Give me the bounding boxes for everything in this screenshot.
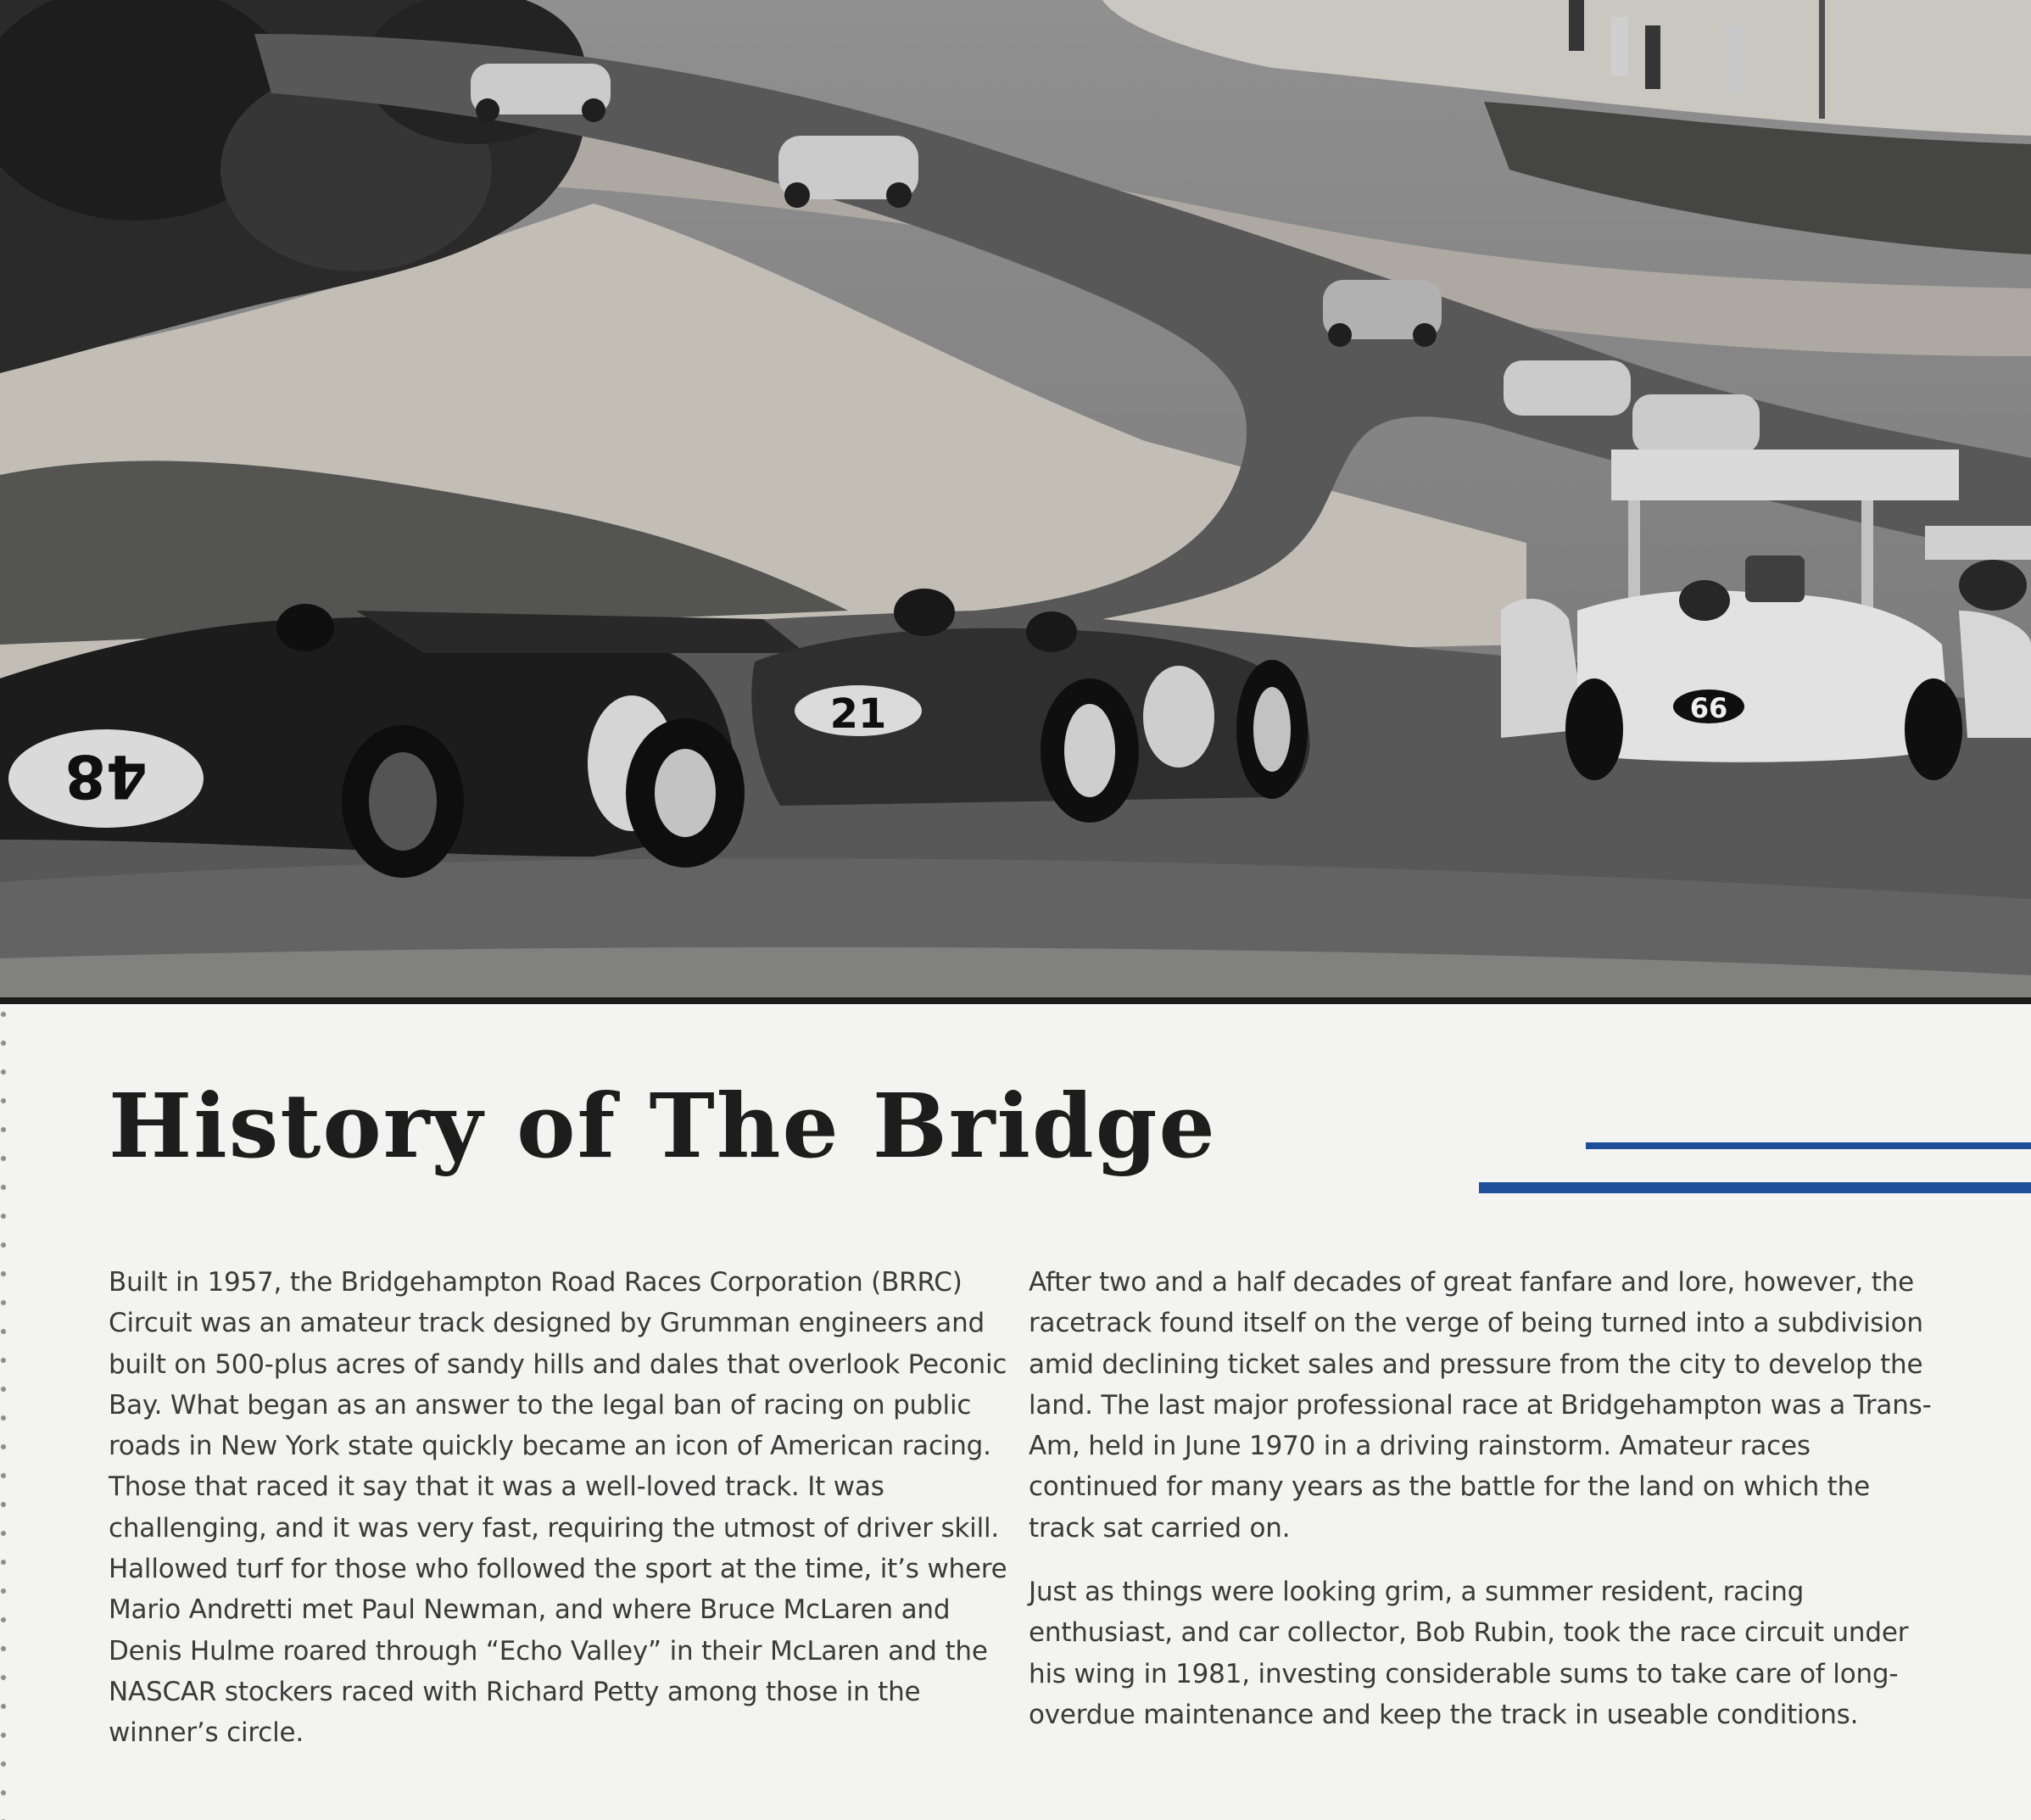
accent-line-bottom xyxy=(1479,1182,2031,1193)
photo-bottom-rule xyxy=(0,997,2031,1004)
svg-text:48: 48 xyxy=(64,741,148,811)
left-paragraph-1: Built in 1957, the Bridgehampton Road Races Corporation (BRRC) Circuit was an amateur track designed by Grumman engineers and built on 500-plus acres of sandy hills and dales that overlook Peconic Bay. What began as an answer to the legal ban of racing on public roads in New York state quickly became an icon of American racing. Those that raced it say that it was a well-loved track. It was challenging, and it was very fast, requiring the utmost of driver skill. Hallowed turf for those who followed the sport at the time, it’s where Mario Andretti met Paul Newman, and where Bruce McLaren and Denis Hulme roared through “Echo Valley” in their McLaren and the NASCAR stockers raced with Richard Petty among those in the winner’s circle. xyxy=(109,1267,1007,1749)
page-title: History of The Bridge xyxy=(109,1074,1217,1178)
spiral-binding xyxy=(0,1009,12,1820)
left-column xyxy=(109,1262,1009,1754)
right-column xyxy=(1029,1262,1932,1735)
accent-line-top xyxy=(1586,1142,2031,1149)
svg-text:21: 21 xyxy=(829,690,887,738)
svg-text:66: 66 xyxy=(1689,692,1728,724)
right-paragraph-1: After two and a half decades of great fanfare and lore, however, the racetrack found itself on the verge of being turned into a subdivision amid declining ticket sales and pressure from the city to develop the land. The last major professional race at Bridgehampton was a Trans-Am, held in June 1970 in a driving rainstorm. Amateur races continued for many years as the battle for the land on which the track sat carried on. xyxy=(1029,1267,1932,1544)
right-paragraph-2: Just as things were looking grim, a summer resident, racing enthusiast, and car collector, Bob Rubin, took the race circuit under his wing in 1981, investing considerable sums to take care of long-overdue maintenance and keep the track in useable conditions. xyxy=(1029,1577,1909,1730)
